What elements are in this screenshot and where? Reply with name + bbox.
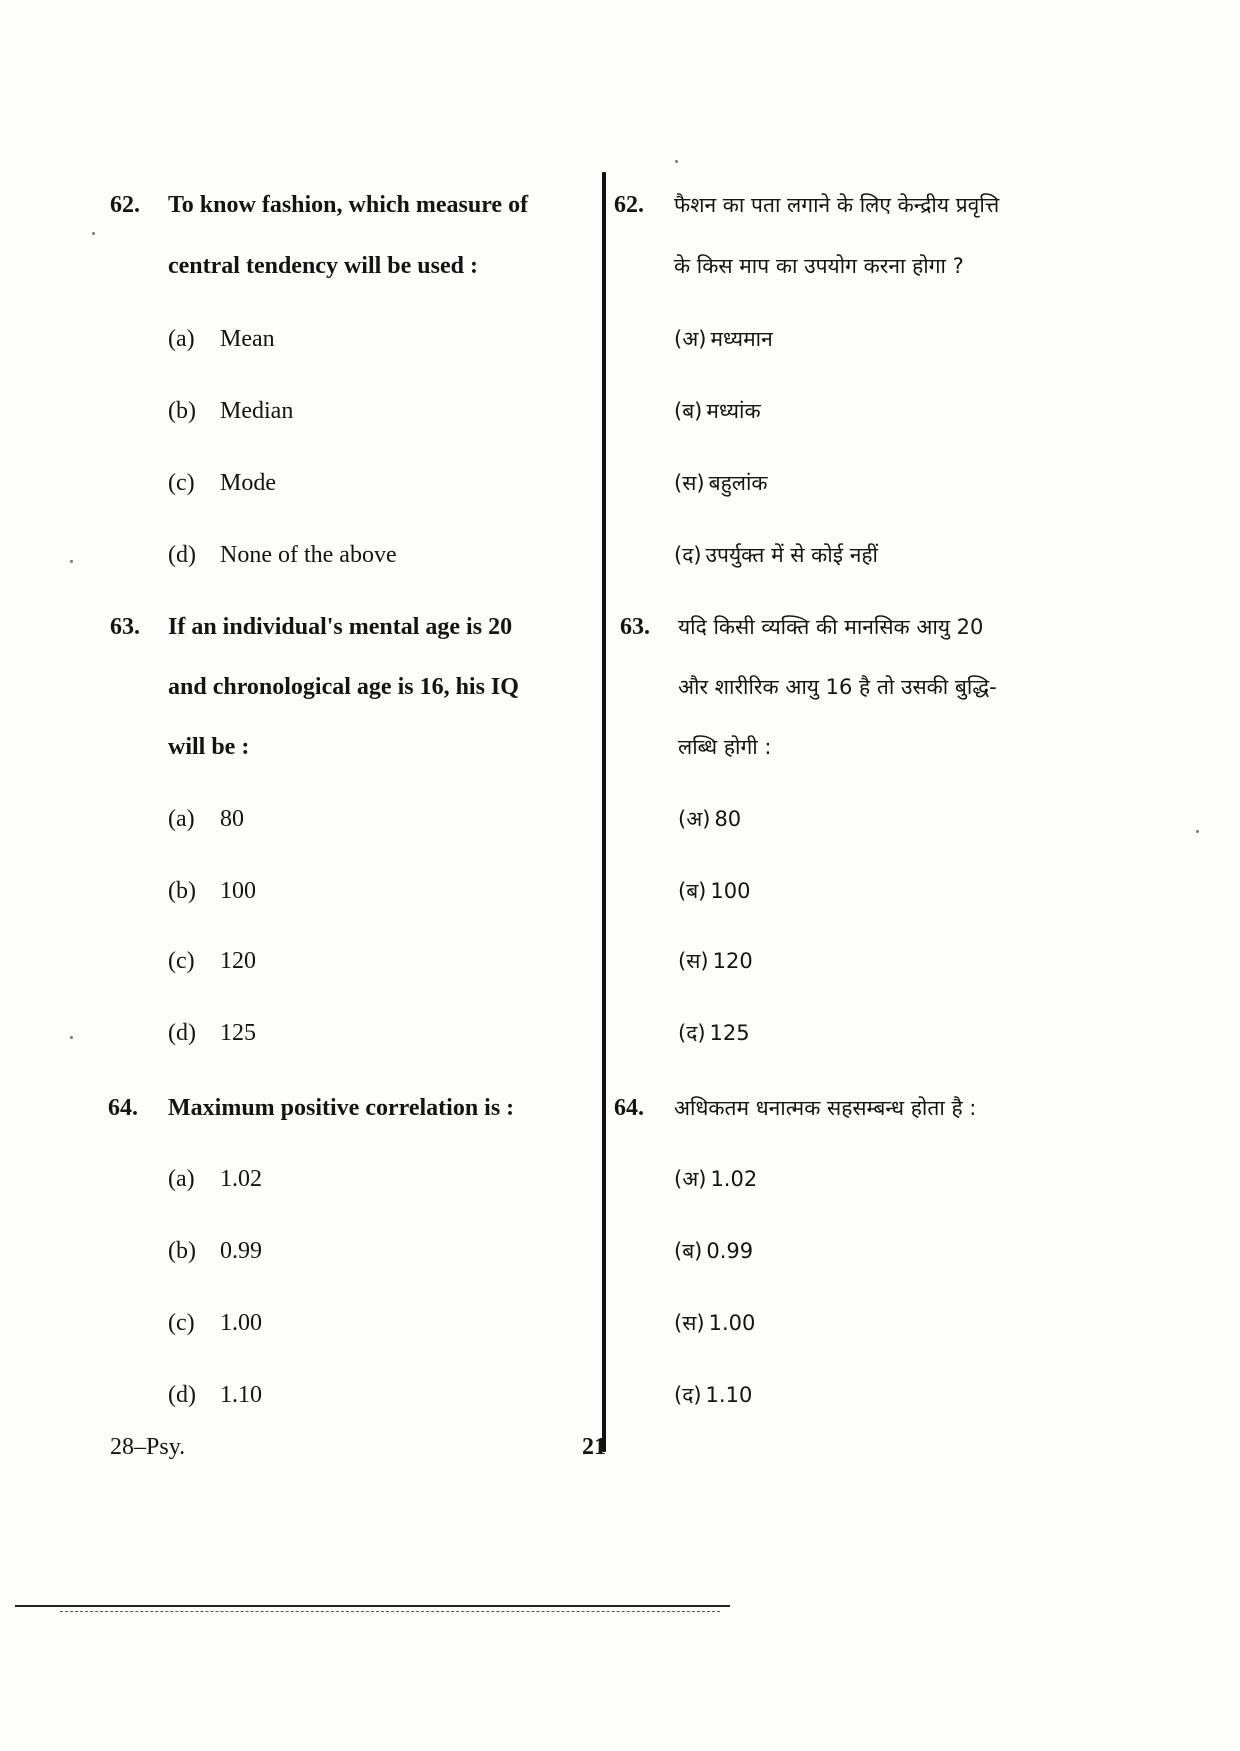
bottom-rule	[15, 1605, 730, 1607]
option-item	[678, 1018, 750, 1048]
option-label: (b)	[168, 398, 196, 424]
option-label: (स)	[674, 471, 705, 495]
option-text: 100	[710, 879, 751, 903]
option-item	[678, 876, 750, 906]
option-text: 0.99	[706, 1239, 754, 1263]
option-label: (b)	[168, 878, 196, 904]
option-item	[168, 540, 397, 570]
option-text: 80	[220, 806, 244, 832]
option-text: 0.99	[220, 1238, 262, 1264]
paper-code: 28–Psy.	[110, 1434, 186, 1460]
option-text: 1.10	[705, 1383, 753, 1407]
scan-speck	[675, 160, 678, 163]
option-text: 1.02	[220, 1166, 262, 1192]
option-text: 125	[709, 1021, 750, 1045]
option-item	[674, 540, 878, 570]
option-label: (d)	[168, 1382, 196, 1408]
scan-speck	[70, 1036, 73, 1039]
scan-speck	[92, 232, 95, 235]
option-item	[674, 1236, 753, 1266]
option-label: (c)	[168, 948, 195, 974]
option-text: मध्यांक	[706, 399, 761, 423]
option-text: उपर्युक्त में से कोई नहीं	[705, 543, 878, 567]
question-number: 63.	[110, 614, 140, 640]
option-label: (a)	[168, 806, 195, 832]
option-text: 1.10	[220, 1382, 262, 1408]
option-item	[168, 468, 276, 498]
option-label: (अ)	[674, 1167, 707, 1191]
option-item	[674, 396, 761, 426]
option-text: 125	[220, 1020, 256, 1046]
option-item	[168, 1236, 262, 1266]
option-text: None of the above	[220, 542, 397, 568]
question-text-line: will be :	[168, 734, 250, 760]
option-label: (स)	[674, 1311, 705, 1335]
question-text-line: फैशन का पता लगाने के लिए केन्द्रीय प्रवृत्ति	[674, 193, 1000, 217]
option-text: 120	[220, 948, 256, 974]
option-label: (b)	[168, 1238, 196, 1264]
option-item	[168, 804, 244, 834]
question-number: 62.	[614, 192, 644, 218]
option-text: 1.02	[710, 1167, 758, 1191]
option-label: (द)	[674, 1383, 702, 1407]
option-item	[168, 1308, 262, 1338]
option-label: (d)	[168, 542, 196, 568]
option-label: (c)	[168, 470, 195, 496]
option-text: Mean	[220, 326, 275, 352]
option-item	[674, 468, 768, 498]
page-number: 21	[582, 1434, 606, 1460]
scan-speck	[1196, 830, 1199, 833]
option-item	[168, 1018, 256, 1048]
option-label: (स)	[678, 949, 709, 973]
option-text: 1.00	[708, 1311, 756, 1335]
option-text: 80	[714, 807, 742, 831]
option-label: (ब)	[674, 399, 703, 423]
option-item	[168, 946, 256, 976]
column-divider	[602, 172, 606, 1452]
option-text: मध्यमान	[710, 327, 773, 351]
option-label: (अ)	[674, 327, 707, 351]
option-text: Median	[220, 398, 294, 424]
question-text-line: अधिकतम धनात्मक सहसम्बन्ध होता है :	[674, 1096, 977, 1120]
option-text: बहुलांक	[708, 471, 768, 495]
option-label: (द)	[678, 1021, 706, 1045]
option-label: (c)	[168, 1310, 195, 1336]
question-text-line: के किस माप का उपयोग करना होगा ?	[674, 254, 964, 278]
option-text: 120	[712, 949, 753, 973]
question-number: 64.	[108, 1095, 138, 1121]
option-item	[168, 1164, 262, 1194]
question-number: 63.	[620, 614, 650, 640]
question-text-line: Maximum positive correlation is :	[168, 1095, 515, 1121]
option-item	[168, 396, 293, 426]
question-text-line: central tendency will be used :	[168, 253, 478, 279]
option-item	[674, 1308, 755, 1338]
option-label: (d)	[168, 1020, 196, 1046]
question-text-line: और शारीरिक आयु 16 है तो उसकी बुद्धि-	[678, 675, 997, 699]
option-item	[674, 1380, 752, 1410]
option-text: 100	[220, 878, 256, 904]
option-text: Mode	[220, 470, 276, 496]
bottom-rule-dashed	[60, 1611, 720, 1612]
option-item	[678, 804, 741, 834]
option-item	[674, 324, 773, 354]
question-number: 62.	[110, 192, 140, 218]
option-label: (ब)	[678, 879, 707, 903]
option-text: 1.00	[220, 1310, 262, 1336]
option-item	[678, 946, 753, 976]
question-text-line: To know fashion, which measure of	[168, 192, 529, 218]
question-text-line: यदि किसी व्यक्ति की मानसिक आयु 20	[678, 615, 984, 639]
question-text-line: and chronological age is 16, his IQ	[168, 674, 519, 700]
question-number: 64.	[614, 1095, 644, 1121]
option-label: (ब)	[674, 1239, 703, 1263]
option-label: (a)	[168, 326, 195, 352]
option-item	[168, 876, 256, 906]
question-text-line: If an individual's mental age is 20	[168, 614, 513, 640]
scan-speck	[70, 560, 73, 563]
option-label: (द)	[674, 543, 702, 567]
question-text-line: लब्धि होगी :	[678, 735, 772, 759]
option-label: (अ)	[678, 807, 711, 831]
option-item	[168, 324, 275, 354]
option-label: (a)	[168, 1166, 195, 1192]
option-item	[168, 1380, 262, 1410]
option-item	[674, 1164, 757, 1194]
